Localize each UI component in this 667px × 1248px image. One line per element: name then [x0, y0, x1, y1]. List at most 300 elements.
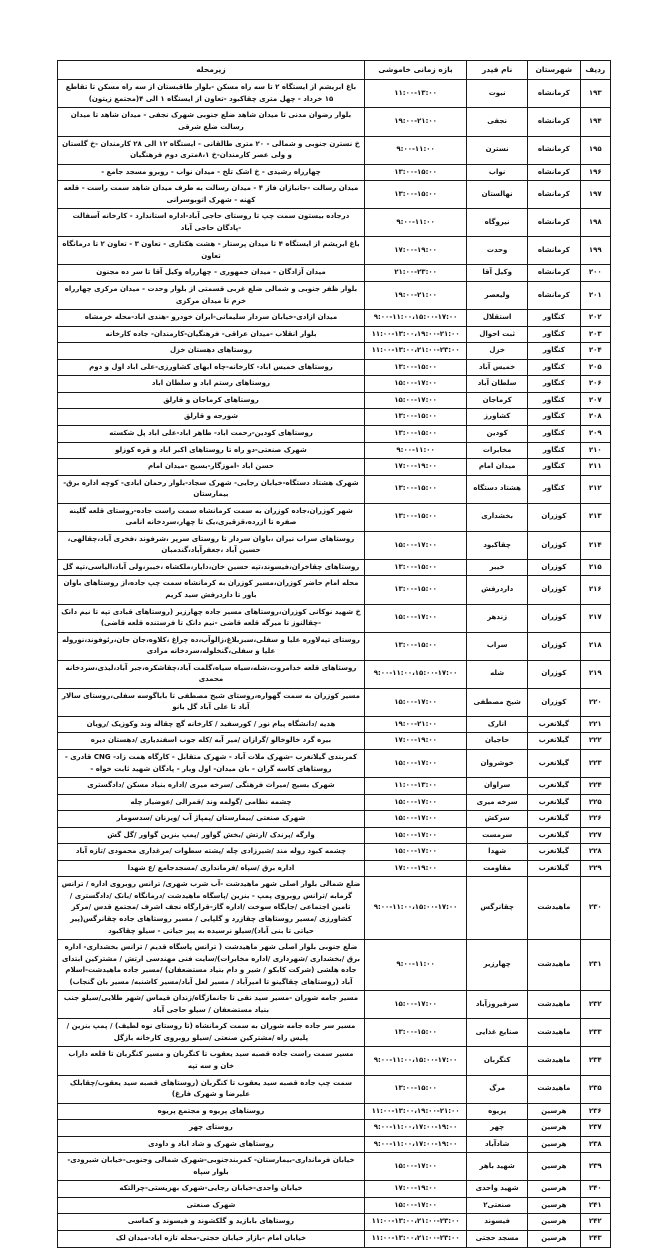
cell-row-number: ۲۱۸	[580, 632, 610, 660]
cell-county: کرمانشاه	[528, 136, 581, 164]
cell-row-number: ۲۰۰	[580, 265, 610, 282]
table-row	[58, 604, 611, 632]
cell-row-number: ۱۹۷	[580, 181, 610, 209]
cell-county: ماهیدشت	[528, 940, 581, 991]
cell-time: ۱۱:۰۰-۱۳:۰۰،۱۹:۰۰-۲۱:۰۰	[364, 326, 466, 343]
cell-subarea: بلوار رضوان مدنی تا میدان شاهد ضلع جنوبی شهرک نجفی - میدان شاهد تا میدان رسالت ضلع شرقی	[58, 108, 365, 136]
cell-time: ۱۵:۰۰-۱۷:۰۰	[364, 1197, 466, 1214]
cell-feeder: وحدت	[467, 237, 528, 265]
cell-feeder: ثبت احوال	[467, 326, 528, 343]
cell-row-number: ۲۳۳	[580, 1019, 610, 1047]
cell-feeder: شیخ مصطفی	[467, 688, 528, 716]
cell-row-number: ۲۲۱	[580, 716, 610, 733]
cell-feeder: سرخه میری	[467, 794, 528, 811]
cell-feeder: نهالستان	[467, 181, 528, 209]
cell-row-number: ۲۰۳	[580, 326, 610, 343]
table-row	[58, 359, 611, 376]
cell-feeder: چهارزبر	[467, 940, 528, 991]
cell-feeder: مخابرات	[467, 442, 528, 459]
table-row	[58, 1019, 611, 1047]
cell-subarea: بیره گرد خالوخالو /گرازان /میر آبه /کله جوب اسفندیاری /دهستان دیره	[58, 733, 365, 750]
cell-subarea: شهرک هشتاد دستگاه-خیابان رجایی- شهرک سجاد-بلوار رحمان ابادی- کوچه اداره برق-بیمارستان	[58, 475, 365, 503]
column-header-feeder: نام فیدر	[467, 61, 528, 80]
cell-row-number: ۲۲۸	[580, 844, 610, 861]
cell-county: هرسین	[528, 1197, 581, 1214]
cell-feeder: سراوان	[467, 778, 528, 795]
table-row	[58, 409, 611, 426]
cell-row-number: ۲۱۱	[580, 459, 610, 476]
cell-time: ۹:۰۰-۱۱:۰۰	[364, 442, 466, 459]
table-row	[58, 844, 611, 861]
cell-time: ۱۱:۰۰-۱۳:۰۰	[364, 80, 466, 108]
cell-feeder: حاجیان	[467, 733, 528, 750]
cell-subarea: میدان ازادی-خیابان سردار سلیمانی-ایران خودرو -هندی اباد-محله خرمشاه	[58, 310, 365, 327]
table-row	[58, 265, 611, 282]
cell-county: کنگاور	[528, 359, 581, 376]
cell-row-number: ۱۹۳	[580, 80, 610, 108]
cell-row-number: ۲۲۶	[580, 811, 610, 828]
cell-time: ۱۱:۰۰-۱۳:۰۰،۲۱:۰۰-۲۳:۰۰	[364, 1231, 466, 1248]
cell-time: ۱۳:۰۰-۱۵:۰۰	[364, 559, 466, 576]
table-row	[58, 688, 611, 716]
table-row	[58, 632, 611, 660]
table-row	[58, 209, 611, 237]
cell-row-number: ۱۹۸	[580, 209, 610, 237]
cell-feeder: بخشداری	[467, 503, 528, 531]
cell-time: ۹:۰۰-۱۱:۰۰	[364, 136, 466, 164]
cell-feeder: زندهر	[467, 604, 528, 632]
cell-feeder: چقانرگس	[467, 877, 528, 940]
cell-time: ۹:۰۰-۱۱:۰۰،۱۵:۰۰-۱۷:۰۰	[364, 1047, 466, 1075]
cell-time: ۱۵:۰۰-۱۷:۰۰	[364, 844, 466, 861]
cell-county: کرمانشاه	[528, 108, 581, 136]
cell-time: ۱۳:۰۰-۱۵:۰۰	[364, 425, 466, 442]
cell-subarea: میدان رسالت -جانبازان فاز ۴ - میدان رسالت به طرف میدان شاهد سمت راست - قلعه کهنه - شهرک اتوبوسرانی	[58, 181, 365, 209]
table-row	[58, 164, 611, 181]
cell-time: ۹:۰۰-۱۱:۰۰،۱۷:۰۰-۱۹:۰۰	[364, 1136, 466, 1153]
cell-subarea: روستاهای خمیس اباد- کارخانه-چاه ابهای کشاورزی-علی اباد اول و دوم	[58, 359, 365, 376]
cell-county: کنگاور	[528, 425, 581, 442]
cell-time: ۱۷:۰۰-۱۹:۰۰	[364, 237, 466, 265]
cell-county: کوزران	[528, 559, 581, 576]
table-row	[58, 1103, 611, 1120]
cell-county: کوزران	[528, 503, 581, 531]
cell-row-number: ۲۰۲	[580, 310, 610, 327]
cell-row-number: ۲۱۲	[580, 475, 610, 503]
cell-time: ۱۳:۰۰-۱۵:۰۰	[364, 359, 466, 376]
cell-subarea: خ شهید نوکانی کوزران،روستاهای مسیر جاده چهارزبر (روستاهای قبادی تپه تا نیم دانک -چقالنوز تا میرگه قلعه قاضی -نیم دانک تا فرستنده قلعه قاضی)	[58, 604, 365, 632]
cell-subarea: چشمه کبود روله مند /شیرزادی چله /پشته سطوات /مرغداری محمودی /تازه آباد	[58, 844, 365, 861]
table-row	[58, 1214, 611, 1231]
cell-row-number: ۲۱۷	[580, 604, 610, 632]
cell-time: ۱۳:۰۰-۱۵:۰۰	[364, 503, 466, 531]
table-row	[58, 1120, 611, 1137]
table-row	[58, 827, 611, 844]
cell-subarea: شهرک صنعتی-دو راه تا روستاهای اکبر اباد و قره کوزلو	[58, 442, 365, 459]
cell-feeder: میدان امام	[467, 459, 528, 476]
table-row	[58, 503, 611, 531]
cell-feeder: خمیس آباد	[467, 359, 528, 376]
table-row	[58, 811, 611, 828]
cell-feeder: شهدا	[467, 844, 528, 861]
cell-time: ۹:۰۰-۱۱:۰۰	[364, 940, 466, 991]
cell-time: ۱۷:۰۰-۱۹:۰۰	[364, 459, 466, 476]
cell-county: کنگاور	[528, 376, 581, 393]
cell-feeder: شله	[467, 660, 528, 688]
cell-time: ۱۵:۰۰-۱۷:۰۰	[364, 827, 466, 844]
table-row	[58, 237, 611, 265]
cell-feeder: شهید باهر	[467, 1153, 528, 1181]
table-row	[58, 136, 611, 164]
cell-feeder: نسترن	[467, 136, 528, 164]
table-row	[58, 392, 611, 409]
table-row	[58, 80, 611, 108]
cell-time: ۱۵:۰۰-۱۷:۰۰	[364, 392, 466, 409]
cell-row-number: ۲۰۶	[580, 376, 610, 393]
cell-county: گیلانغرب	[528, 749, 581, 777]
cell-time: ۱۳:۰۰-۱۵:۰۰	[364, 409, 466, 426]
cell-time: ۱۳:۰۰-۱۵:۰۰	[364, 632, 466, 660]
table-row	[58, 749, 611, 777]
cell-feeder: سلطان آباد	[467, 376, 528, 393]
cell-subarea: ضلع جنوبی بلوار اصلی شهر ماهیدشت ( ترانس پاسگاه قدیم / ترانس بخشداری- اداره برق /بخشداری /شهرداری /اداره مخابرات)/سایت فنی مهندسی ارتش / مشترکین ابتدای جاده هلشی (شرکت کابکو / شیر و دام بنیاد مستضعفان) /مسیر جاده ماهیدشت-اسلام آباد (روستاهای چقاگینو تا امیرآباد / مسیر لعل آباد/مسیر کاشنبه/ مسیر بان گنجاب)	[58, 940, 365, 991]
cell-time: ۹:۰۰-۱۱:۰۰،۱۵:۰۰-۱۷:۰۰	[364, 310, 466, 327]
cell-county: کنگاور	[528, 475, 581, 503]
column-header-row-number: ردیف	[580, 61, 610, 80]
cell-county: ماهیدشت	[528, 991, 581, 1019]
cell-feeder: فیسوند	[467, 1214, 528, 1231]
cell-row-number: ۲۲۷	[580, 827, 610, 844]
cell-feeder: شهید واحدی	[467, 1181, 528, 1198]
cell-county: گیلانغرب	[528, 844, 581, 861]
table-row	[58, 1153, 611, 1181]
cell-feeder: کودین	[467, 425, 528, 442]
cell-county: گیلانغرب	[528, 811, 581, 828]
cell-row-number: ۲۳۱	[580, 940, 610, 991]
cell-row-number: ۲۰۱	[580, 282, 610, 310]
cell-row-number: ۲۴۲	[580, 1214, 610, 1231]
cell-feeder: کشاورز	[467, 409, 528, 426]
table-row	[58, 940, 611, 991]
cell-time: ۱۷:۰۰-۱۹:۰۰	[364, 1181, 466, 1198]
cell-county: کوزران	[528, 531, 581, 559]
cell-subarea: خیابان فرمانداری-بیمارستان- کمربندجنوبی-شهرک شمالی وجنوبی-خیابان شیرودی-بلوار سپاه	[58, 1153, 365, 1181]
cell-feeder: صنایع غذایی	[467, 1019, 528, 1047]
cell-county: گیلانغرب	[528, 716, 581, 733]
cell-row-number: ۱۹۹	[580, 237, 610, 265]
cell-county: ماهیدشت	[528, 877, 581, 940]
cell-feeder: استقلال	[467, 310, 528, 327]
cell-feeder: مقاومت	[467, 860, 528, 877]
cell-subarea: کمربندی گیلانغرب -شهرک ملات آباد - شهرک متقابل - کارگاه همت زاد- CNG قادری - روستاهای کاسه گران - بان میدان- اول ویار - پادگان شهید ثابت خواه -	[58, 749, 365, 777]
cell-time: ۱۵:۰۰-۱۷:۰۰	[364, 1153, 466, 1181]
cell-subarea: روستاهای کودین-رحمت اباد- طاهر اباد-علی اباد پل شکسته	[58, 425, 365, 442]
cell-feeder: سرفیروزآباد	[467, 991, 528, 1019]
cell-subarea: مسیر سر جاده جامه شوران به سمت کرمانشاه (تا روستای نوه لطیف) / پمپ بنزین / پلیس راه /مشترکین صنعتی /سیلو روبروی کارخانه بازگل	[58, 1019, 365, 1047]
cell-feeder: خیبر	[467, 559, 528, 576]
cell-row-number: ۲۲۴	[580, 778, 610, 795]
cell-county: هرسین	[528, 1103, 581, 1120]
cell-time: ۱۵:۰۰-۱۷:۰۰	[364, 811, 466, 828]
cell-row-number: ۲۳۸	[580, 1136, 610, 1153]
cell-feeder: چقاکبود	[467, 531, 528, 559]
cell-county: کوزران	[528, 604, 581, 632]
table-row	[58, 475, 611, 503]
cell-county: هرسین	[528, 1120, 581, 1137]
cell-county: کنگاور	[528, 392, 581, 409]
cell-county: کرمانشاه	[528, 282, 581, 310]
cell-subarea: حسن اباد -اموزگار-بسیج -میدان امام	[58, 459, 365, 476]
cell-time: ۱۱:۰۰-۱۳:۰۰	[364, 778, 466, 795]
cell-subarea: روستاهای پریوه و مجتمع پریوه	[58, 1103, 365, 1120]
cell-county: هرسین	[528, 1153, 581, 1181]
cell-subarea: محله امام حاضر کوزران،مسیر کوزران به کرمانشاه سمت چپ جاده،از روستاهای باوان باور تا داردرفش سید کریم	[58, 576, 365, 604]
cell-row-number: ۲۱۵	[580, 559, 610, 576]
cell-feeder: انارک	[467, 716, 528, 733]
table-row	[58, 559, 611, 576]
table-row	[58, 877, 611, 940]
cell-feeder: شادآباد	[467, 1136, 528, 1153]
cell-county: کرمانشاه	[528, 209, 581, 237]
cell-subarea: روستای تپه‌لاوره علیا و سفلی،سبزبلاغ،زالوآب،ده چراغ ،کلاوه،جان جان،رئوفوند،نوروله علیا و سفلی،گنخلوله،سردخانه مرادی	[58, 632, 365, 660]
cell-subarea: روستاهای سراب نیران ،باوان سردار تا روستای سرپر ،شرفوند ،فخری آباد،چقالهی، حسین آباد ،جعفرآباد،گندمبان	[58, 531, 365, 559]
cell-row-number: ۲۴۱	[580, 1197, 610, 1214]
cell-county: کرمانشاه	[528, 237, 581, 265]
cell-subarea: شهرک بسیج /میراث فرهنگی /سرخه میری /اداره بنیاد مسکن /دادگستری	[58, 778, 365, 795]
table-row	[58, 181, 611, 209]
cell-feeder: داردرفش	[467, 576, 528, 604]
cell-county: گیلانغرب	[528, 860, 581, 877]
cell-row-number: ۲۳۹	[580, 1153, 610, 1181]
table-row	[58, 108, 611, 136]
column-header-time-range: بازه زمانی خاموشی	[364, 61, 466, 80]
cell-time: ۱۳:۰۰-۱۵:۰۰	[364, 1075, 466, 1103]
cell-feeder: خوشروان	[467, 749, 528, 777]
cell-subarea: خیابان امام -بازار خیابان حجتی-محله تازه اباد-میدان لک	[58, 1231, 365, 1248]
cell-county: کنگاور	[528, 442, 581, 459]
cell-feeder: ولیعصر	[467, 282, 528, 310]
table-row	[58, 1197, 611, 1214]
cell-feeder: نواب	[467, 164, 528, 181]
outage-schedule-table-wrap	[57, 60, 611, 1248]
cell-row-number: ۱۹۶	[580, 164, 610, 181]
cell-subarea: اداره برق /سپاه /فرمانداری /مسجدجامع /ع شهدا	[58, 860, 365, 877]
cell-subarea: شهر کوزران،جاده کوزران به سمت کرمانشاه سمت راست جاده-روستای قلعه گلینه صفره تا ازرده،قزقیری،یک تا چهار،سردخانه انامی	[58, 503, 365, 531]
cell-feeder: نجفی	[467, 108, 528, 136]
cell-time: ۱۳:۰۰-۱۵:۰۰	[364, 164, 466, 181]
cell-subarea: روستاهای چقاخران،فیسوند،تپه حسین خان،دایار،ملکشاه ،خیبر،ولی آباد،الیاسی،تپه گل	[58, 559, 365, 576]
cell-row-number: ۲۳۶	[580, 1103, 610, 1120]
cell-feeder: نبوت	[467, 80, 528, 108]
cell-county: گیلانغرب	[528, 827, 581, 844]
cell-row-number: ۲۱۶	[580, 576, 610, 604]
cell-subarea: باغ ابریشم از ایستگاه ۴ تا میدان پرستار - هشت هکتاری - تعاون ۳ - تعاون ۲ تا درمانگاه تعاون	[58, 237, 365, 265]
cell-feeder: وکیل آقا	[467, 265, 528, 282]
table-row	[58, 459, 611, 476]
cell-row-number: ۲۱۴	[580, 531, 610, 559]
cell-subarea: خیابان واحدی-خیابان رجایی-شهرک بهزیستی-چرالتکه	[58, 1181, 365, 1198]
cell-time: ۱۵:۰۰-۱۷:۰۰	[364, 604, 466, 632]
cell-feeder: صنعتی۲	[467, 1197, 528, 1214]
table-row	[58, 1136, 611, 1153]
cell-subarea: روستاهای قلعه خدامروت،شله،سیاه سیاه،گلمت آباد،چقاشکره،جبر آباد،لیذی،سردخانه محمدی	[58, 660, 365, 688]
cell-subarea: روستاهای کرماجان و قارلق	[58, 392, 365, 409]
cell-subarea: میدان آزادگان - میدان جمهوری - چهارراه وکیل آقا تا سر ده مجنون	[58, 265, 365, 282]
table-row	[58, 1047, 611, 1075]
cell-time: ۱۵:۰۰-۱۷:۰۰	[364, 376, 466, 393]
cell-row-number: ۲۲۲	[580, 733, 610, 750]
cell-time: ۱۵:۰۰-۱۷:۰۰	[364, 991, 466, 1019]
cell-time: ۱۵:۰۰-۱۷:۰۰	[364, 749, 466, 777]
cell-subarea: روستاهای بابازید و گلکشوند و فیسوند و کماسی	[58, 1214, 365, 1231]
cell-time: ۹:۰۰-۱۱:۰۰،۱۵:۰۰-۱۷:۰۰	[364, 877, 466, 940]
cell-feeder: سرمست	[467, 827, 528, 844]
cell-county: ماهیدشت	[528, 1019, 581, 1047]
table-row	[58, 660, 611, 688]
cell-time: ۱۳:۰۰-۱۵:۰۰	[364, 475, 466, 503]
table-row	[58, 442, 611, 459]
cell-row-number: ۲۰۴	[580, 343, 610, 360]
cell-feeder: سرکش	[467, 811, 528, 828]
table-row	[58, 425, 611, 442]
cell-feeder: سراب	[467, 632, 528, 660]
cell-row-number: ۲۲۹	[580, 860, 610, 877]
cell-feeder: مسجد حجتی	[467, 1231, 528, 1248]
cell-row-number: ۲۳۴	[580, 1047, 610, 1075]
cell-time: ۱۳:۰۰-۱۵:۰۰	[364, 576, 466, 604]
cell-county: گیلانغرب	[528, 794, 581, 811]
table-row	[58, 1231, 611, 1248]
cell-row-number: ۱۹۵	[580, 136, 610, 164]
cell-row-number: ۲۲۳	[580, 749, 610, 777]
cell-county: کرمانشاه	[528, 80, 581, 108]
cell-county: هرسین	[528, 1181, 581, 1198]
cell-row-number: ۲۰۵	[580, 359, 610, 376]
cell-feeder: هشتاد دستگاه	[467, 475, 528, 503]
table-row	[58, 1075, 611, 1103]
cell-time: ۹:۰۰-۱۱:۰۰،۱۷:۰۰-۱۹:۰۰	[364, 1120, 466, 1137]
cell-subarea: روستای چهر	[58, 1120, 365, 1137]
cell-row-number: ۲۲۰	[580, 688, 610, 716]
cell-subarea: بلوار ظفر جنوبی و شمالی ضلع غربی قسمتی از بلوار وحدت - میدان مرکزی چهارراه خرم تا میدان مرکزی	[58, 282, 365, 310]
cell-county: هرسین	[528, 1231, 581, 1248]
cell-subarea: شهرک صنعتی /بیمارستان /پمپاژ آب /ویزنان /سدسومار	[58, 811, 365, 828]
cell-row-number: ۲۱۹	[580, 660, 610, 688]
table-row	[58, 991, 611, 1019]
table-row	[58, 794, 611, 811]
cell-feeder: کرماجان	[467, 392, 528, 409]
cell-feeder: خزل	[467, 343, 528, 360]
cell-subarea: باغ ابریشم از ایستگاه ۲ تا سه راه مسکن -بلوار طاقبستان از سه راه مسکن تا تقاطع ۱۵ خرداد - چهل متری چقاکبود -تعاون از ایستگاه ۱ الی ۴(مجتمع زیتون)	[58, 80, 365, 108]
cell-county: کنگاور	[528, 459, 581, 476]
cell-time: ۱۵:۰۰-۱۷:۰۰	[364, 688, 466, 716]
cell-county: کنگاور	[528, 343, 581, 360]
cell-feeder: پریوه	[467, 1103, 528, 1120]
cell-county: کنگاور	[528, 409, 581, 426]
cell-county: کوزران	[528, 632, 581, 660]
cell-feeder: چهر	[467, 1120, 528, 1137]
cell-county: کرمانشاه	[528, 164, 581, 181]
cell-subarea: سمت چپ جاده قصبه سید یعقوب تا کنگربان (روستاهای قصبه سید یعقوب/چقابلک علیرضا و شهرک فارغ)	[58, 1075, 365, 1103]
cell-time: ۱۵:۰۰-۱۷:۰۰	[364, 531, 466, 559]
cell-county: ماهیدشت	[528, 1047, 581, 1075]
cell-county: هرسین	[528, 1214, 581, 1231]
cell-time: ۱۱:۰۰-۱۳:۰۰،۲۱:۰۰-۲۳:۰۰	[364, 1214, 466, 1231]
cell-subarea: چهارراه رشیدی - خ اشک تلخ - میدان نواب - روبرو مسجد جامع -	[58, 164, 365, 181]
cell-row-number: ۲۳۵	[580, 1075, 610, 1103]
cell-feeder: مرگ	[467, 1075, 528, 1103]
cell-county: کوزران	[528, 660, 581, 688]
cell-row-number: ۲۳۲	[580, 991, 610, 1019]
cell-row-number: ۲۳۰	[580, 877, 610, 940]
cell-time: ۱۷:۰۰-۱۹:۰۰	[364, 860, 466, 877]
cell-subarea: مسیر سمت راست جاده قصبه سید یعقوب تا کنگربان و مسیر کنگربان تا قلعه داراب خان و سه تپه	[58, 1047, 365, 1075]
cell-row-number: ۱۹۴	[580, 108, 610, 136]
cell-county: کرمانشاه	[528, 265, 581, 282]
cell-subarea: شهرک صنعتی	[58, 1197, 365, 1214]
cell-subarea: مسیر جامه شوران -مسیر سید نقی تا جانمازگاه/زندان قیماس /شهر طلایی/سیلو جنب بنیاد مستضعفان / سیلو حاجی آباد	[58, 991, 365, 1019]
cell-county: کنگاور	[528, 326, 581, 343]
cell-county: کوزران	[528, 576, 581, 604]
cell-time: ۱۹:۰۰-۲۱:۰۰	[364, 716, 466, 733]
cell-feeder: کنگربان	[467, 1047, 528, 1075]
table-row	[58, 778, 611, 795]
cell-time: ۱۹:۰۰-۲۱:۰۰	[364, 108, 466, 136]
cell-row-number: ۲۲۵	[580, 794, 610, 811]
cell-row-number: ۲۰۹	[580, 425, 610, 442]
cell-row-number: ۲۴۳	[580, 1231, 610, 1248]
cell-row-number: ۲۰۷	[580, 392, 610, 409]
table-row	[58, 860, 611, 877]
cell-county: ماهیدشت	[528, 1075, 581, 1103]
cell-time: ۲۱:۰۰-۲۳:۰۰	[364, 265, 466, 282]
cell-county: گیلانغرب	[528, 733, 581, 750]
cell-county: کوزران	[528, 688, 581, 716]
cell-time: ۱۷:۰۰-۱۹:۰۰	[364, 733, 466, 750]
table-row	[58, 733, 611, 750]
cell-row-number: ۲۴۰	[580, 1181, 610, 1198]
cell-time: ۱۱:۰۰-۱۳:۰۰،۲۱:۰۰-۲۳:۰۰	[364, 343, 466, 360]
cell-subarea: بلوار انقلاب -میدان عراقی- فرهنگیان-کارمندان- جاده کارخانه	[58, 326, 365, 343]
cell-row-number: ۲۰۸	[580, 409, 610, 426]
cell-time: ۱۹:۰۰-۲۱:۰۰	[364, 282, 466, 310]
table-row	[58, 310, 611, 327]
cell-row-number: ۲۳۷	[580, 1120, 610, 1137]
cell-county: هرسین	[528, 1136, 581, 1153]
cell-time: ۱۳:۰۰-۱۵:۰۰	[364, 1019, 466, 1047]
cell-subarea: چشمه نظامی /گولمه وند /قمرالی /عوضیار چله	[58, 794, 365, 811]
cell-subarea: شورجه و قارلق	[58, 409, 365, 426]
cell-time: ۹:۰۰-۱۱:۰۰	[364, 209, 466, 237]
outage-schedule-table	[57, 60, 611, 1248]
cell-subarea: روستاهای دهستان خزل	[58, 343, 365, 360]
cell-subarea: درجاده بیستون سمت چپ تا روستای حاجی آباد-اداره استاندارد - کارخانه آسفالت -پادگان حاجی آباد	[58, 209, 365, 237]
cell-time: ۹:۰۰-۱۱:۰۰،۱۵:۰۰-۱۷:۰۰	[364, 660, 466, 688]
cell-subarea: خ نسترن جنوبی و شمالی - ۲۰ متری طالقانی - ایستگاه ۱۲ الی ۲۸ کارمندان -خ گلستان و ولی عصر کارمندان-خ ۸،۱متری دوم فرهنگیان	[58, 136, 365, 164]
cell-row-number: ۲۱۳	[580, 503, 610, 531]
table-row	[58, 326, 611, 343]
column-header-county: شهرستان	[528, 61, 581, 80]
cell-county: کنگاور	[528, 310, 581, 327]
table-row	[58, 576, 611, 604]
cell-feeder: نیروگاه	[467, 209, 528, 237]
table-row	[58, 1181, 611, 1198]
cell-county: گیلانغرب	[528, 778, 581, 795]
cell-row-number: ۲۱۰	[580, 442, 610, 459]
cell-subarea: هدیه /دانشگاه پیام نور / کورسفید / کارخانه گچ چقاله وند وکوزیک /رویان	[58, 716, 365, 733]
column-header-subarea: زیرمحله	[58, 61, 365, 80]
cell-time: ۱۵:۰۰-۱۷:۰۰	[364, 794, 466, 811]
